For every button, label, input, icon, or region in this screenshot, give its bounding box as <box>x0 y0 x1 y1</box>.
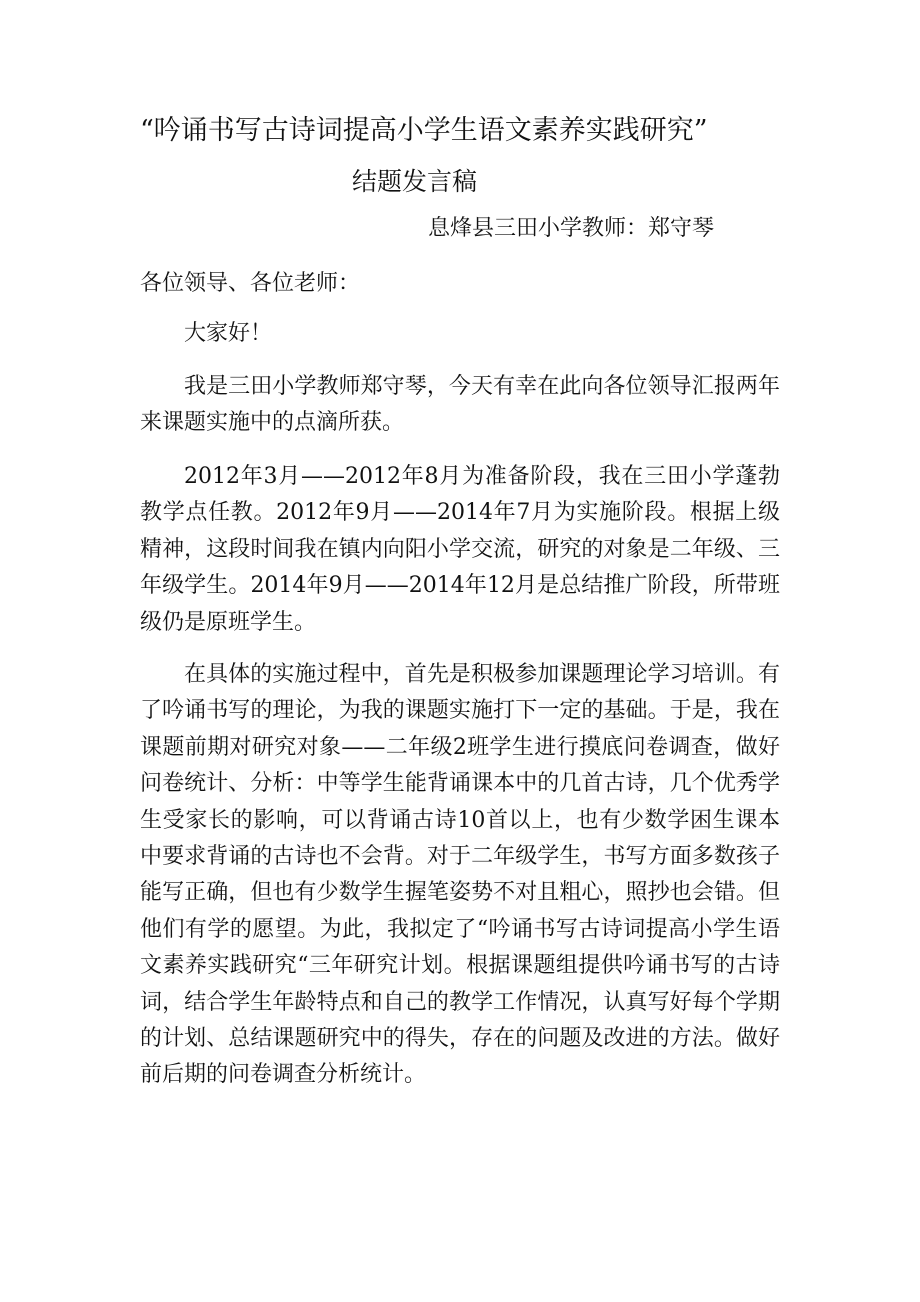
paragraph-greeting: 大家好！ <box>184 321 273 346</box>
paragraph-introduction: 我是三田小学教师郑守琴，今天有幸在此向各位领导汇报两年来课题实施中的点滴所获。 <box>140 374 780 436</box>
paragraph-timeline: 2012年3月——2012年8月为准备阶段，我在三田小学蓬勃教学点任教。2012年9月——2014年7月为实施阶段。根据上级精神，这段时间我在镇内向阳小学交流，研究的对象是二年级、三年级学生。2014年9月——2014年12月是总结推广阶段，所带班级仍是原班学生。 <box>140 464 780 635</box>
salutation: 各位领导、各位老师： <box>140 271 361 296</box>
document-subtitle: 结题发言稿 <box>352 167 478 196</box>
paragraph-implementation: 在具体的实施过程中，首先是积极参加课题理论学习培训。有了吟诵书写的理论，为我的课题实施打下一定的基础。于是，我在课题前期对研究对象——二年级2班学生进行摸底问卷调查，做好问卷统计、分析：中等学生能背诵课本中的几首古诗，几个优秀学生受家长的影响，可以背诵古诗10首以上，也有少数学困生课本中要求背诵的古诗也不会背。对于二年级学生，书写方面多数孩子能写正确，但也有少数学生握笔姿势不对且粗心，照抄也会错。但他们有学的愿望。为此，我拟定了“吟诵书写古诗词提高小学生语文素养实践研究“三年研究计划。根据课题组提供吟诵书写的古诗词，结合学生年龄特点和自己的教学工作情况，认真写好每个学期的计划、总结课题研究中的得失，存在的问题及改进的方法。做好前后期的问卷调查分析统计。 <box>140 662 780 1088</box>
author-line: 息烽县三田小学教师：郑守琴 <box>428 216 715 241</box>
document-title: “吟诵书写古诗词提高小学生语文素养实践研究” <box>140 115 708 146</box>
